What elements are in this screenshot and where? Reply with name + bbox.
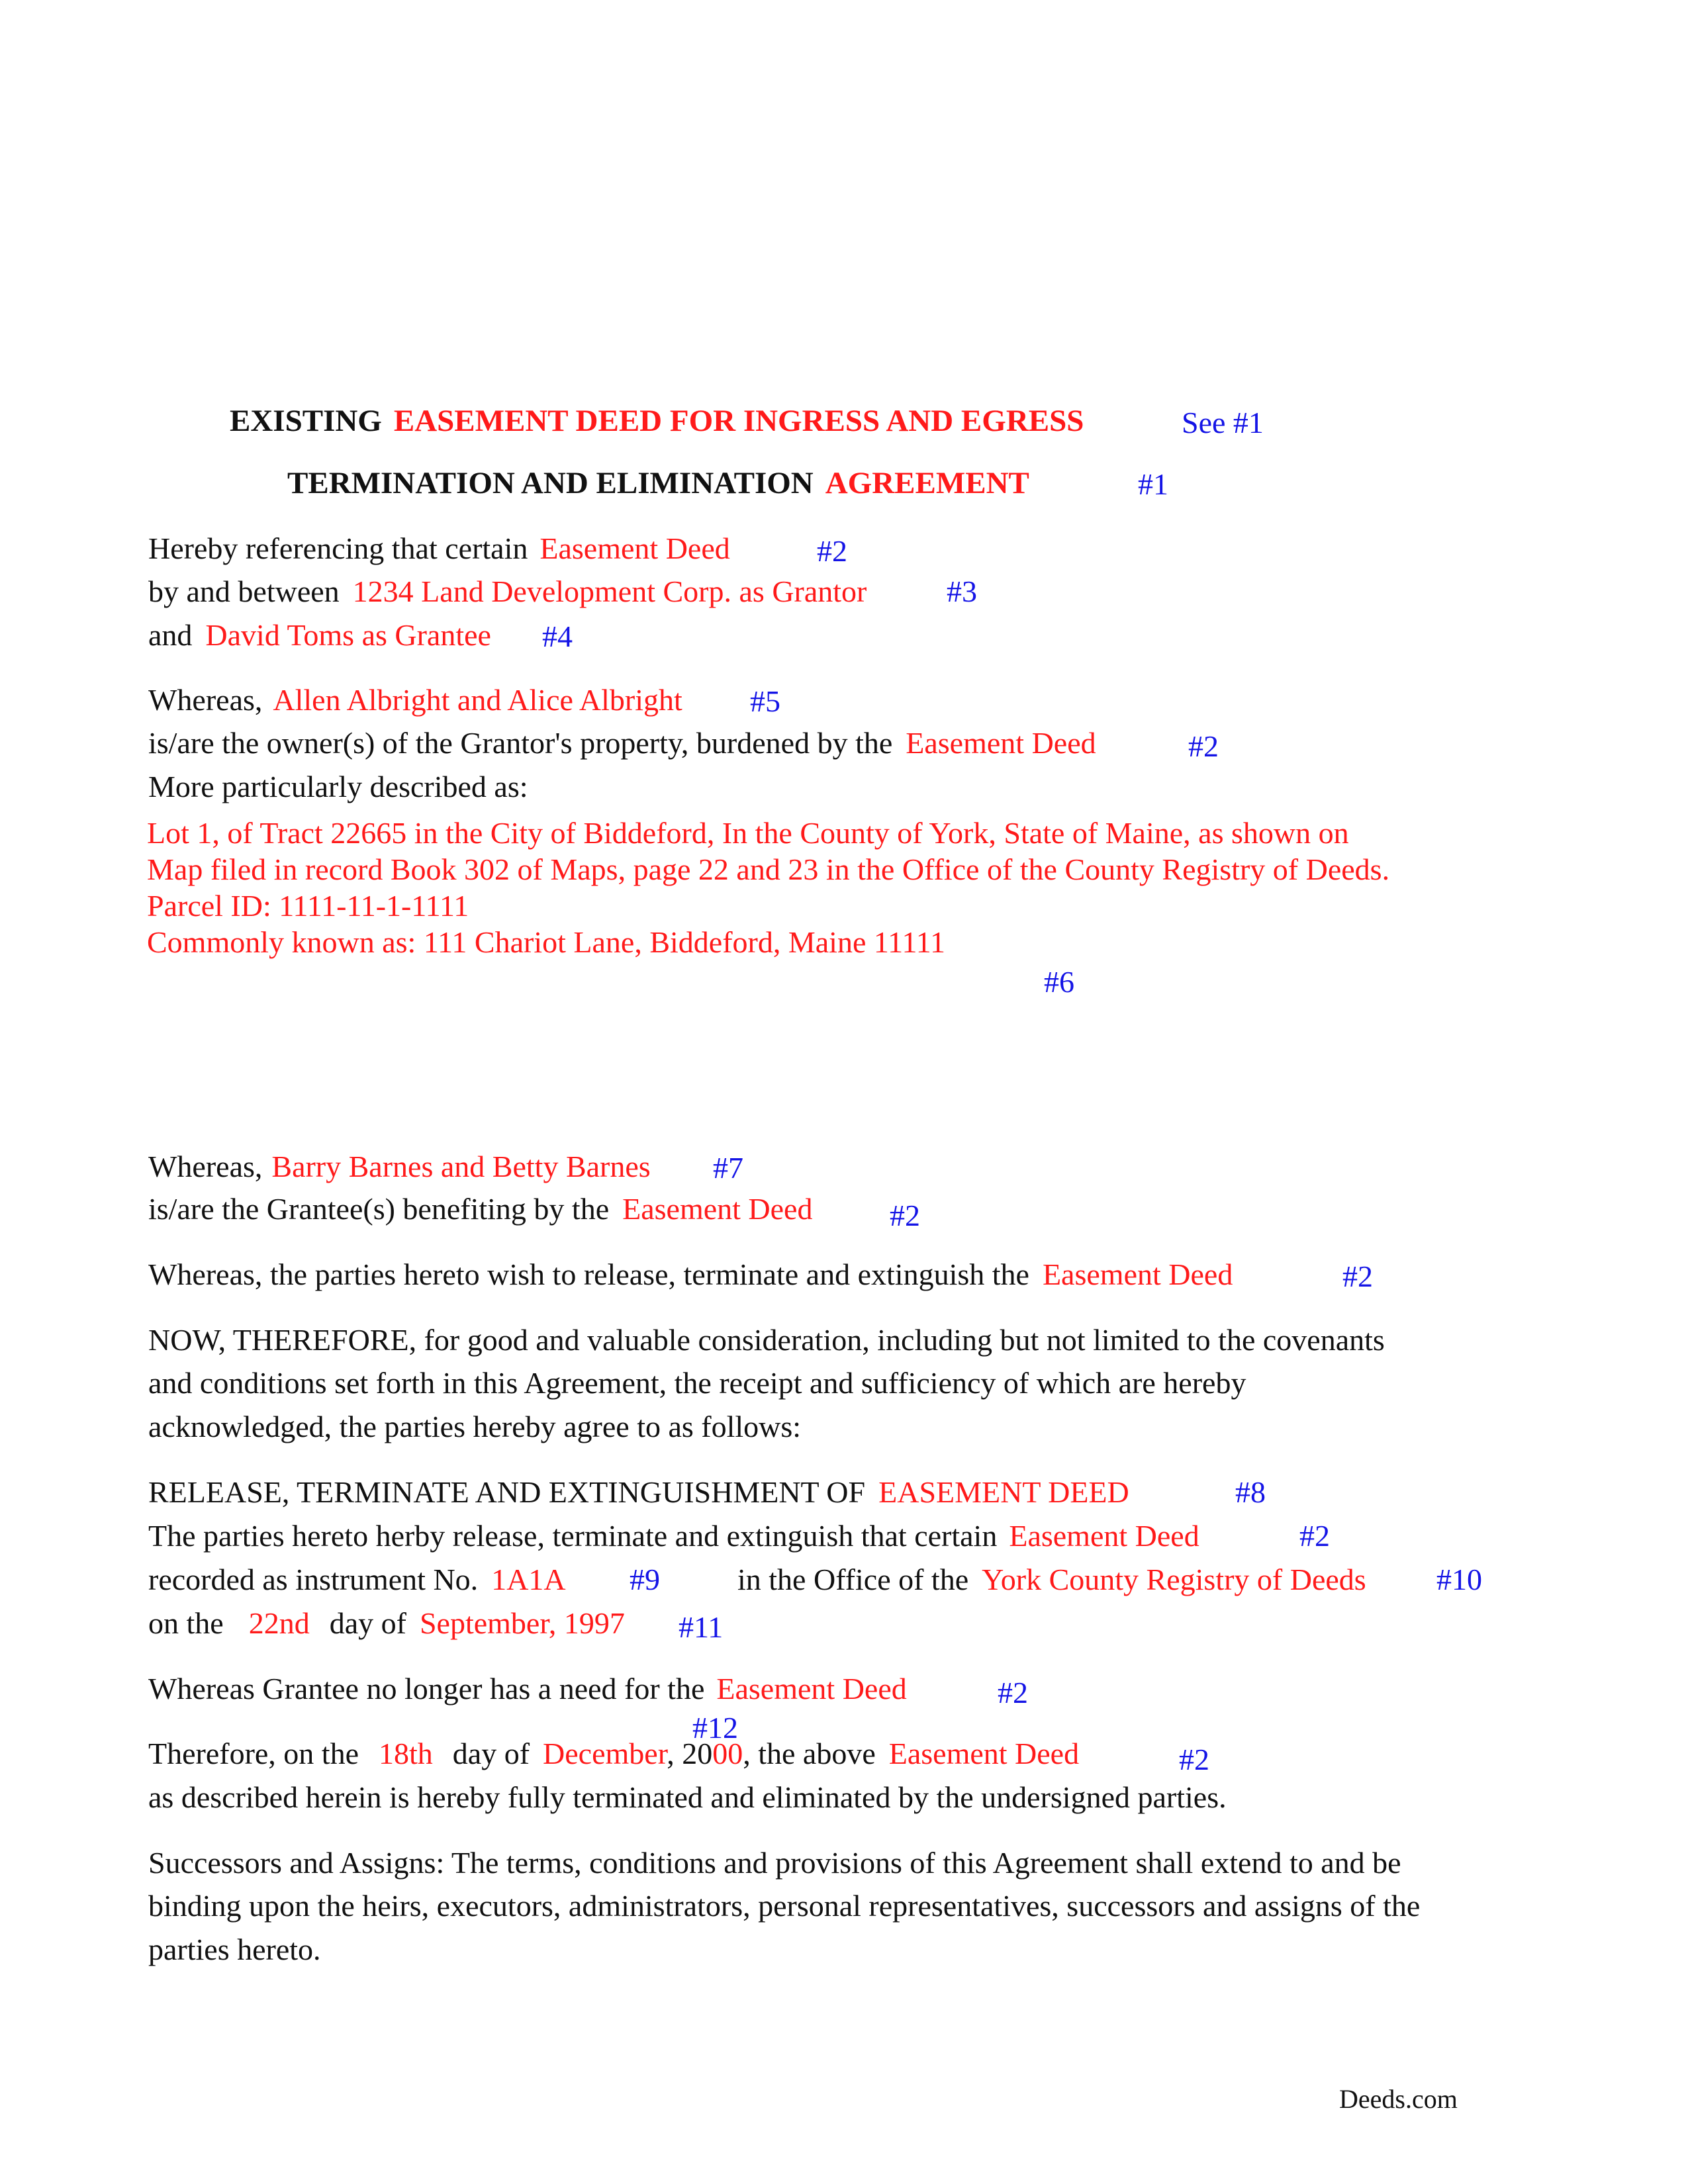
ref-2: #2 — [817, 534, 847, 568]
ref-12: #12 — [692, 1711, 738, 1745]
ref-2: #2 — [1299, 1519, 1330, 1553]
whereas-grantee-line-2 — [148, 1194, 812, 1224]
therefore-line-1 — [148, 1739, 1079, 1769]
now-therefore-line-3: acknowledged, the parties hereby agree to as follows: — [148, 1410, 802, 1443]
whereas-release-easement-deed: Easement Deed — [1042, 1257, 1233, 1291]
whereas-label: Whereas, — [148, 1150, 263, 1183]
registry-name: York County Registry of Deeds — [982, 1563, 1366, 1596]
successors-line-1: Successors and Assigns: The terms, conditions and provisions of this Agreement shall extend to and be — [148, 1846, 1401, 1880]
intro-by-and-between: by and between — [148, 574, 340, 608]
whereas-need-text: Whereas Grantee no longer has a need for the — [148, 1672, 705, 1706]
legal-description-line-1: Lot 1, of Tract 22665 in the City of Biddeford, In the County of York, State of Maine, as shown on — [147, 816, 1349, 850]
title-existing: EXISTING — [230, 404, 382, 438]
release-heading-easement-deed: EASEMENT DEED — [878, 1475, 1129, 1509]
intro-grantee: David Toms as Grantee — [205, 618, 491, 652]
legal-description-address: Commonly known as: 111 Chariot Lane, Biddeford, Maine 11111 — [147, 925, 946, 959]
termination-day: 18th — [379, 1737, 433, 1770]
therefore-easement-deed: Easement Deed — [888, 1737, 1080, 1770]
now-therefore-line-1: NOW, THEREFORE, for good and valuable consideration, including but not limited to the covenants — [148, 1323, 1385, 1357]
office-of-text: in the Office of the — [737, 1563, 969, 1596]
title-line-2 — [287, 468, 1029, 499]
owner-burdened-text: is/are the owner(s) of the Grantor's property, burdened by the — [148, 726, 893, 760]
whereas-owner-line-1 — [148, 685, 682, 715]
legal-description-parcel-id: Parcel ID: 1111-11-1-1111 — [147, 889, 469, 923]
whereas-label: Whereas, — [148, 683, 263, 717]
day-of-text: day of — [452, 1737, 530, 1770]
legal-description-line-2: Map filed in record Book 302 of Maps, page 22 and 23 in the Office of the County Registry of Deeds. — [147, 852, 1390, 886]
intro-and: and — [148, 618, 193, 652]
ref-2: #2 — [890, 1199, 920, 1232]
title-line-1 — [230, 406, 1084, 437]
ref-2: #2 — [1188, 729, 1219, 763]
ref-10: #10 — [1436, 1563, 1482, 1596]
now-therefore-line-2: and conditions set forth in this Agreement, the receipt and sufficiency of which are hereby — [148, 1366, 1246, 1400]
whereas-owner-line-2 — [148, 728, 1096, 758]
release-line-2 — [148, 1521, 1199, 1551]
instrument-number: 1A1A — [491, 1563, 566, 1596]
ref-4: #4 — [542, 619, 573, 653]
intro-line-1 — [148, 533, 730, 564]
therefore-text: Therefore, on the — [148, 1737, 359, 1770]
termination-month: December — [543, 1737, 667, 1770]
intro-line-2 — [148, 576, 867, 607]
ref-3: #3 — [947, 574, 977, 608]
on-the-text: on the — [148, 1606, 224, 1640]
intro-referencing: Hereby referencing that certain — [148, 531, 528, 565]
whereas-release-text: Whereas, the parties hereto wish to release, terminate and extinguish the — [148, 1257, 1029, 1291]
owner-easement-deed: Easement Deed — [906, 726, 1096, 760]
day-of-text: day of — [329, 1606, 406, 1640]
grantee-benefiting-text: is/are the Grantee(s) benefiting by the — [148, 1192, 610, 1226]
successors-line-2: binding upon the heirs, executors, administrators, personal representatives, successors and assigns of the — [148, 1889, 1421, 1923]
release-text: The parties hereto herby release, terminate and extinguish that certain — [148, 1519, 998, 1553]
release-heading — [148, 1477, 1129, 1508]
ref-2: #2 — [1179, 1743, 1209, 1776]
ref-11: #11 — [679, 1610, 724, 1644]
title-easement-type: EASEMENT DEED FOR INGRESS AND EGRESS — [393, 404, 1084, 438]
title-termination: TERMINATION AND ELIMINATION — [287, 466, 814, 500]
therefore-line-2: as described herein is hereby fully terminated and eliminated by the undersigned parties. — [148, 1780, 1227, 1814]
recorded-instrument-text: recorded as instrument No. — [148, 1563, 479, 1596]
ref-6: #6 — [1044, 965, 1074, 999]
recorded-month-year: September, 1997 — [419, 1606, 625, 1640]
title-agreement: AGREEMENT — [825, 466, 1029, 500]
intro-grantor: 1234 Land Development Corp. as Grantor — [352, 574, 867, 608]
grantee-easement-deed: Easement Deed — [622, 1192, 813, 1226]
ref-2: #2 — [998, 1676, 1028, 1709]
recorded-day: 22nd — [248, 1606, 310, 1640]
year-prefix: , 20 — [667, 1737, 713, 1770]
footer-brand: Deeds.com — [1339, 2084, 1458, 2114]
intro-easement-deed: Easement Deed — [539, 531, 730, 565]
termination-year-suffix: 00 — [712, 1737, 743, 1770]
title-ref-see-1: See #1 — [1182, 406, 1264, 439]
ref-2: #2 — [1342, 1259, 1373, 1293]
grantee-names: Barry Barnes and Betty Barnes — [271, 1150, 651, 1183]
ref-8: #8 — [1235, 1475, 1266, 1509]
title-ref-1: #1 — [1138, 467, 1168, 501]
whereas-grantee-line-1 — [148, 1152, 651, 1182]
ref-7: #7 — [713, 1151, 743, 1185]
release-line-4 — [148, 1608, 625, 1639]
release-heading-text: RELEASE, TERMINATE AND EXTINGUISHMENT OF — [148, 1475, 866, 1509]
release-line-3 — [148, 1565, 566, 1595]
described-as: More particularly described as: — [148, 770, 528, 803]
whereas-release-line — [148, 1259, 1233, 1290]
whereas-need-easement-deed: Easement Deed — [716, 1672, 907, 1706]
ref-9: #9 — [630, 1563, 660, 1596]
release-easement-deed: Easement Deed — [1009, 1519, 1199, 1553]
the-above-text: , the above — [743, 1737, 876, 1770]
whereas-need-line — [148, 1674, 907, 1704]
successors-line-3: parties hereto. — [148, 1933, 321, 1966]
release-line-3-office — [737, 1565, 1366, 1595]
owner-names: Allen Albright and Alice Albright — [273, 683, 682, 717]
ref-5: #5 — [750, 684, 780, 718]
intro-line-3 — [148, 620, 491, 651]
